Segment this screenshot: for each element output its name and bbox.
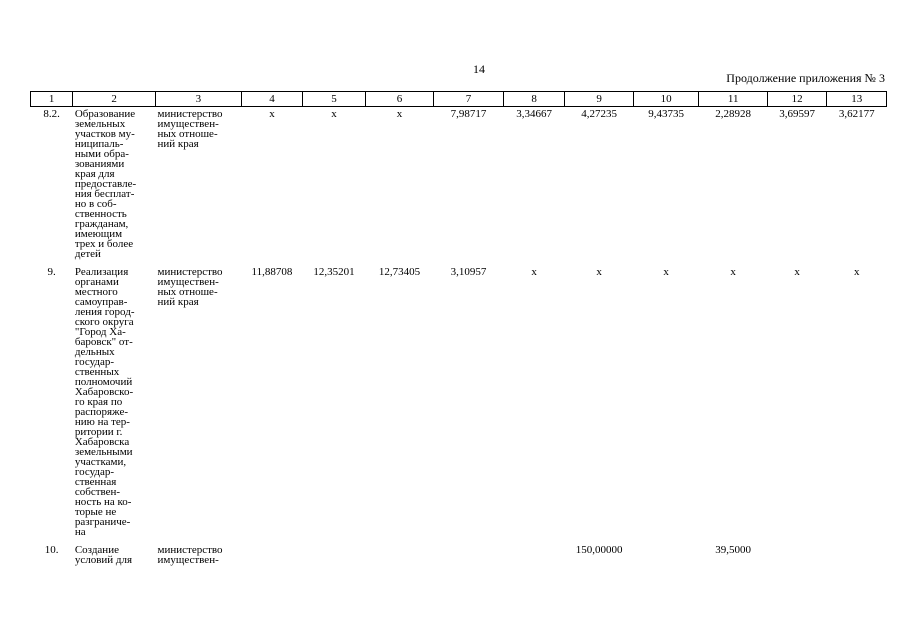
executor-line: имуществен- [157,554,219,566]
value-cell-col-9: 150,00000 [575,544,623,556]
executor [156,543,242,565]
value-cell-col-7 [434,543,504,565]
measure-name-line: полномочий [74,376,133,388]
measure-name-line: ления город- [74,306,135,318]
row-number: 9. [47,266,56,278]
measure-name-line: торые не [74,506,117,518]
measure-name-line: ность на ко- [74,496,132,508]
value-cell-col-5 [303,543,366,565]
measure-name-line: баровск" от- [74,336,133,348]
value-cell-col-9: 4,27235 [581,108,617,120]
value-cell-col-9: х [596,266,602,278]
column-header-9: 9 [565,92,634,107]
value-cell-col-4 [241,543,303,565]
executor-line: ний края [157,138,199,150]
value-cell-col-10: 9,43735 [648,108,684,120]
value-cell-col-6: 12,73405 [378,266,421,278]
measure-name-line: детей [74,248,101,260]
table-row [31,543,887,565]
column-header-7: 7 [434,92,504,107]
value-cell-col-13: 3,62177 [838,108,875,120]
measure-name-line: участков му- [74,128,135,140]
measure-name-line: условий для [74,554,133,566]
value-cell-col-12 [767,543,826,565]
measure-name-line: трех и более [74,238,134,250]
measure-name-line: государ- [74,356,115,368]
executor [156,265,242,537]
measure-name-line: земельными [74,446,133,458]
measure-name-line: органами [74,276,119,288]
measure-name [73,107,156,260]
value-cell-col-6: х [396,108,403,120]
value-cell-col-11: 39,5000 [715,544,752,556]
value-cell-col-4: х [269,108,275,120]
measure-name-line: зованиями [74,158,125,170]
executor [156,107,242,260]
measure-name-line: ритории г. [74,426,123,438]
measure-name-line: собствен- [74,486,121,498]
executor-line: имуществен- [157,276,219,288]
executor-line: имуществен- [157,118,219,130]
measure-name-line: Хабаровска [74,436,130,448]
value-cell-col-12: 3,69597 [779,108,816,120]
row-number: 10. [44,544,59,556]
column-header-8: 8 [503,92,565,107]
value-cell-col-12: х [794,266,800,278]
executor-line: министерство [157,544,223,556]
page-number: 14 [473,62,485,76]
value-cell-col-11: х [730,266,736,278]
measure-name [73,543,156,565]
table-row [31,107,887,260]
value-cell-col-8: х [531,266,537,278]
measure-name-line: ния бесплат- [74,188,135,200]
column-header-4: 4 [241,92,303,107]
column-header-11: 11 [699,92,768,107]
measure-name-line: предоставле- [74,178,137,190]
measure-name-line: местного [74,286,118,298]
measure-name-line: Реализация [74,266,129,278]
measure-name-line: участками, [74,456,127,468]
column-header-13: 13 [827,92,887,107]
measure-name-line: ниципаль- [74,138,124,150]
header-row [31,92,887,107]
column-header-12: 12 [767,92,826,107]
column-header-6: 6 [365,92,434,107]
executor-line: ных отноше- [157,128,218,140]
measure-name-line: ственность [74,208,127,220]
appendix-table [30,91,887,565]
executor-line: ний края [157,296,199,308]
measure-name-line: нию на тер- [74,416,130,428]
measure-name [73,265,156,537]
column-header-5: 5 [303,92,366,107]
value-cell-col-4: 11,88708 [251,266,293,278]
measure-name-line: Хабаровско- [74,386,134,398]
value-cell-col-5: х [331,108,337,120]
measure-name-line: го края по [74,396,123,408]
measure-name-line: ственных [74,366,120,378]
measure-name-line: Создание [74,544,119,556]
measure-name-line: гражданам, [74,218,129,230]
measure-name-line: на [74,526,86,538]
table-row [31,265,887,537]
value-cell-col-7: 7,98717 [450,108,487,120]
measure-name-line: разграниче- [74,516,131,528]
executor-line: министерство [157,266,223,278]
measure-name-line: имеющим [74,228,123,240]
measure-name-line: края для [74,168,115,180]
value-cell-col-10 [633,543,699,565]
column-header-10: 10 [633,92,699,107]
executor-line: ных отноше- [157,286,218,298]
measure-name-line: распоряже- [74,406,129,418]
continuation-label: Продолжение приложения № 3 [726,71,885,85]
measure-name-line: государ- [74,466,115,478]
value-cell-col-7: 3,10957 [450,266,487,278]
measure-name-line: дельных [74,346,115,358]
measure-name-line: "Город Ха- [74,326,126,338]
value-cell-col-6 [365,543,434,565]
executor-line: министерство [157,108,223,120]
value-cell-col-10: х [663,266,669,278]
column-header-3: 3 [156,92,242,107]
measure-name-line: земельных [74,118,126,130]
measure-name-line: ственная [74,476,117,488]
measure-name-line: самоуправ- [74,296,128,308]
value-cell-col-11: 2,28928 [715,108,752,120]
column-header-2: 2 [73,92,156,107]
measure-name-line: Образование [74,108,136,120]
value-cell-col-8: 3,34667 [516,108,552,120]
measure-name-line: ными обра- [74,148,129,160]
value-cell-col-5: 12,35201 [313,266,355,278]
column-header-1: 1 [31,92,73,107]
value-cell-col-8 [503,543,565,565]
measure-name-line: ского округа [74,316,134,328]
measure-name-line: но в соб- [74,198,117,210]
value-cell-col-13 [827,543,887,565]
row-number: 8.2. [43,108,60,120]
value-cell-col-13: х [853,266,860,278]
